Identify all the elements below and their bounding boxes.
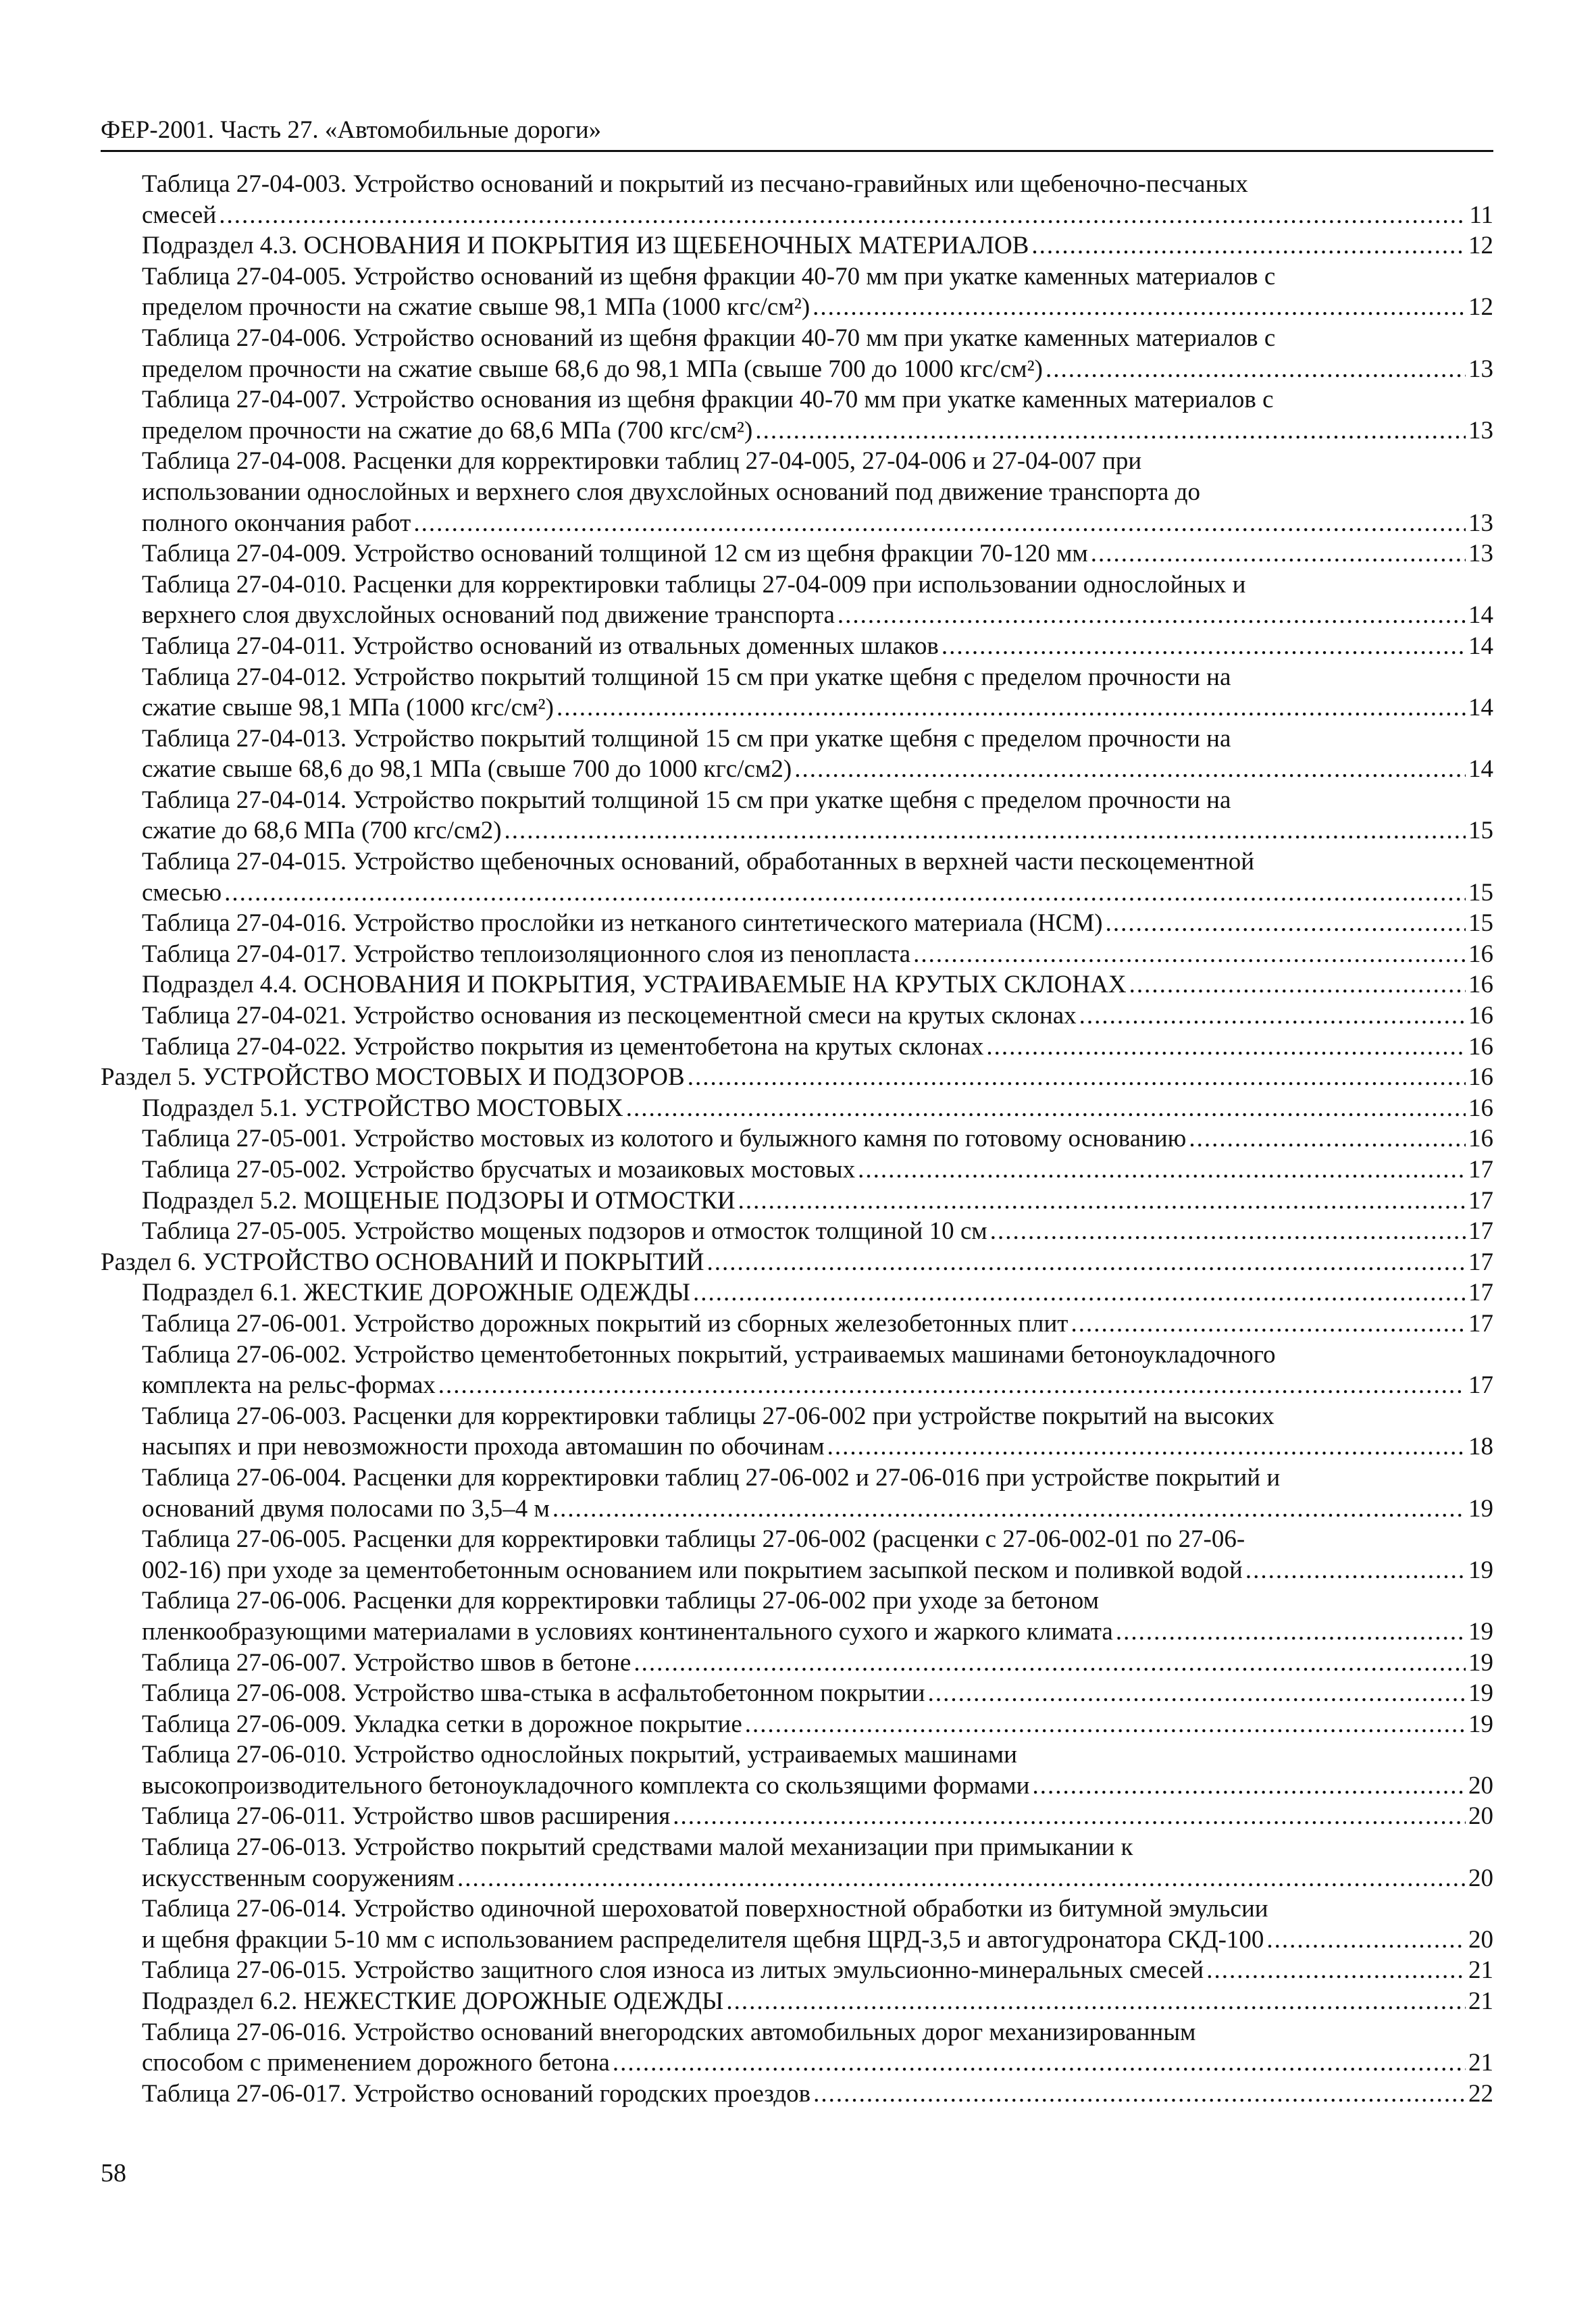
toc-entry-text-line: Таблица 27-04-005. Устройство оснований из щебня фракции 40-70 мм при укатке каменных материалов с bbox=[142, 262, 1276, 290]
toc-entry-text-line: Таблица 27-06-010. Устройство однослойных покрытий, устраиваемых машинами bbox=[142, 1741, 1017, 1769]
toc-entry-table[interactable] bbox=[101, 662, 1493, 723]
toc-page-number: 22 bbox=[1468, 2079, 1493, 2108]
dot-leader bbox=[1031, 230, 1466, 261]
dot-leader bbox=[1032, 1771, 1466, 1802]
toc-entry-text-line: Таблица 27-06-015. Устройство защитного слоя износа из литых эмульсионно-минеральных смесей bbox=[142, 1956, 1204, 1985]
toc-entry-text-line: Таблица 27-06-008. Устройство шва-стыка в асфальтобетонном покрытии bbox=[142, 1679, 925, 1708]
toc-entry-table[interactable] bbox=[101, 723, 1493, 785]
toc-entry-table[interactable] bbox=[101, 1401, 1493, 1463]
dot-leader bbox=[626, 1093, 1466, 1124]
toc-entry-text-line: и щебня фракции 5-10 мм с использованием распределителя щебня ЩРД-3,5 и автогудронатора СКД-100 bbox=[142, 1925, 1264, 1954]
toc-entry-text-line: смесей bbox=[142, 201, 217, 229]
toc-entry-text-line: Таблица 27-06-016. Устройство оснований внегородских автомобильных дорог механизированным bbox=[142, 2018, 1196, 2046]
toc-page-number: 17 bbox=[1468, 1156, 1493, 1184]
toc-page-number: 15 bbox=[1468, 909, 1493, 938]
toc-entry-table[interactable] bbox=[101, 538, 1493, 569]
toc-page-number: 21 bbox=[1468, 2049, 1493, 2077]
dot-leader bbox=[942, 631, 1466, 662]
dot-leader bbox=[813, 292, 1466, 323]
toc-entry-text-line: 002-16) при уходе за цементобетонным основанием или покрытием засыпкой песком и поливкой водой bbox=[142, 1556, 1243, 1584]
toc-entry-table[interactable] bbox=[101, 1955, 1493, 1986]
toc-entry-table[interactable] bbox=[101, 2079, 1493, 2110]
toc-entry-table[interactable] bbox=[101, 908, 1493, 939]
dot-leader bbox=[990, 1216, 1466, 1247]
toc-entry-text-line: Таблица 27-04-014. Устройство покрытий толщиной 15 см при укатке щебня с пределом прочности на bbox=[142, 786, 1231, 814]
toc-page-number: 16 bbox=[1468, 940, 1493, 968]
toc-entry-table[interactable] bbox=[101, 169, 1493, 230]
dot-leader bbox=[438, 1370, 1466, 1401]
toc-entry-text-line: Таблица 27-06-007. Устройство швов в бетоне bbox=[142, 1648, 632, 1677]
toc-entry-text-line: пленкообразующими материалами в условиях континентального сухого и жаркого климата bbox=[142, 1617, 1113, 1646]
toc-entry-table[interactable] bbox=[101, 939, 1493, 970]
toc-entry-text-line: верхнего слоя двухслойных оснований под движение транспорта bbox=[142, 601, 835, 630]
toc-entry-table[interactable] bbox=[101, 2017, 1493, 2079]
toc-entry-text-line: Таблица 27-05-002. Устройство брусчатых и мозаиковых мостовых bbox=[142, 1156, 856, 1184]
toc-entry-table[interactable] bbox=[101, 631, 1493, 662]
toc-entry-section[interactable] bbox=[101, 1062, 1493, 1093]
toc-page-number: 16 bbox=[1468, 1032, 1493, 1061]
toc-entry-text-line: Таблица 27-04-011. Устройство оснований из отвальных доменных шлаков bbox=[142, 632, 939, 660]
dot-leader bbox=[557, 692, 1466, 723]
toc-entry-table[interactable] bbox=[101, 1832, 1493, 1893]
running-header-title: ФЕР-2001. Часть 27. «Автомобильные дороги» bbox=[101, 116, 602, 144]
toc-page-number: 19 bbox=[1468, 1679, 1493, 1708]
toc-entry-subsection[interactable] bbox=[101, 230, 1493, 261]
toc-page-number: 13 bbox=[1468, 416, 1493, 444]
toc-entry-text-line: Таблица 27-04-010. Расценки для корректировки таблицы 27-04-009 при использовании однослойных и bbox=[142, 570, 1246, 599]
toc-page-number: 17 bbox=[1468, 1248, 1493, 1276]
toc-page-number: 13 bbox=[1468, 540, 1493, 568]
dot-leader bbox=[813, 2079, 1466, 2110]
toc-entry-text-line: полного окончания работ bbox=[142, 509, 411, 537]
dot-leader bbox=[1071, 1308, 1466, 1340]
toc-page-number: 16 bbox=[1468, 1063, 1493, 1092]
dot-leader bbox=[827, 1431, 1466, 1463]
toc-page-number: 20 bbox=[1468, 1802, 1493, 1831]
dot-leader bbox=[1245, 1555, 1466, 1586]
toc-entry-text-line: Подраздел 5.1. УСТРОЙСТВО МОСТОВЫХ bbox=[142, 1094, 623, 1122]
dot-leader bbox=[1206, 1955, 1466, 1986]
toc-entry-text-line: способом с применением дорожного бетона bbox=[142, 2049, 610, 2077]
toc-entry-text-line: Таблица 27-06-002. Устройство цементобетонных покрытий, устраиваемых машинами бетоноукладочного bbox=[142, 1340, 1276, 1369]
toc-page-number: 16 bbox=[1468, 1125, 1493, 1153]
toc-entry-text-line: Подраздел 6.2. НЕЖЕСТКИЕ ДОРОЖНЫЕ ОДЕЖДЫ bbox=[142, 1987, 724, 2016]
toc-entry-text-line: Таблица 27-06-003. Расценки для корректировки таблицы 27-06-002 при устройстве покрытий на высоких bbox=[142, 1402, 1275, 1430]
toc-entry-text-line: сжатие до 68,6 МПа (700 кгс/см2) bbox=[142, 817, 502, 845]
toc-entry-text-line: Таблица 27-06-013. Устройство покрытий средствами малой механизации при примыкании к bbox=[142, 1833, 1133, 1862]
toc-entry-subsection[interactable] bbox=[101, 1186, 1493, 1217]
dot-leader bbox=[738, 1186, 1466, 1217]
toc-entry-text-line: высокопроизводительного бетоноукладочного комплекта со скользящими формами bbox=[142, 1771, 1030, 1800]
toc-entry-text-line: Таблица 27-05-001. Устройство мостовых из колотого и булыжного камня по готовому основанию bbox=[142, 1125, 1187, 1153]
toc-entry-text-line: Раздел 5. УСТРОЙСТВО МОСТОВЫХ И ПОДЗОРОВ bbox=[101, 1063, 685, 1092]
toc-entry-table[interactable] bbox=[101, 1524, 1493, 1585]
toc-page-number: 16 bbox=[1468, 1094, 1493, 1122]
toc-page-number: 19 bbox=[1468, 1648, 1493, 1677]
toc-page-number: 17 bbox=[1468, 1371, 1493, 1400]
toc-entry-text-line: Подраздел 4.3. ОСНОВАНИЯ И ПОКРЫТИЯ ИЗ ЩЕБЕНОЧНЫХ МАТЕРИАЛОВ bbox=[142, 232, 1029, 260]
toc-entry-section[interactable] bbox=[101, 1247, 1493, 1278]
toc-entry-text-line: Таблица 27-04-013. Устройство покрытий толщиной 15 см при укатке щебня с пределом прочности на bbox=[142, 724, 1231, 753]
dot-leader bbox=[457, 1863, 1466, 1894]
dot-leader bbox=[858, 1154, 1466, 1186]
toc-page-number: 15 bbox=[1468, 878, 1493, 907]
toc-entry-text-line: Таблица 27-06-014. Устройство одиночной шероховатой поверхностной обработки из битумной эмульсии bbox=[142, 1895, 1268, 1923]
dot-leader bbox=[726, 1986, 1466, 2017]
dot-leader bbox=[413, 508, 1466, 539]
dot-leader bbox=[634, 1648, 1466, 1679]
dot-leader bbox=[1116, 1617, 1466, 1648]
toc-entry-table[interactable] bbox=[101, 1216, 1493, 1247]
toc-entry-table[interactable] bbox=[101, 1893, 1493, 1955]
toc-entry-subsection[interactable] bbox=[101, 1986, 1493, 2017]
dot-leader bbox=[755, 415, 1466, 447]
dot-leader bbox=[913, 939, 1466, 970]
dot-leader bbox=[613, 2048, 1466, 2079]
toc-entry-text-line: оснований двумя полосами по 3,5–4 м bbox=[142, 1494, 550, 1523]
toc-page-number: 17 bbox=[1468, 1279, 1493, 1307]
dot-leader bbox=[1129, 969, 1466, 1000]
toc-entry-text-line: сжатие свыше 98,1 МПа (1000 кгс/см²) bbox=[142, 694, 554, 722]
dot-leader bbox=[693, 1277, 1466, 1308]
toc-page-number: 19 bbox=[1468, 1494, 1493, 1523]
toc-page-number: 14 bbox=[1468, 694, 1493, 722]
toc-page-number: 19 bbox=[1468, 1710, 1493, 1738]
toc-page-number: 17 bbox=[1468, 1186, 1493, 1215]
toc-entry-table[interactable] bbox=[101, 1000, 1493, 1032]
toc-entry-text-line: Таблица 27-04-017. Устройство теплоизоляционного слоя из пенопласта bbox=[142, 940, 911, 968]
toc-entry-text-line: Таблица 27-04-009. Устройство оснований толщиной 12 см из щебня фракции 70-120 мм bbox=[142, 540, 1088, 568]
toc-page-number: 17 bbox=[1468, 1217, 1493, 1246]
toc-entry-subsection[interactable] bbox=[101, 1277, 1493, 1308]
toc-entry-table[interactable] bbox=[101, 1678, 1493, 1709]
toc-entry-text-line: сжатие свыше 68,6 до 98,1 МПа (свыше 700 до 1000 кгс/см2) bbox=[142, 755, 792, 784]
toc-page-number: 16 bbox=[1468, 1002, 1493, 1030]
toc-entry-text-line: пределом прочности на сжатие свыше 68,6 до 98,1 МПа (свыше 700 до 1000 кгс/см²) bbox=[142, 355, 1043, 383]
toc-entry-text-line: Таблица 27-06-011. Устройство швов расширения bbox=[142, 1802, 671, 1831]
dot-leader bbox=[1091, 538, 1466, 569]
toc-page-number: 12 bbox=[1468, 232, 1493, 260]
dot-leader bbox=[552, 1494, 1466, 1525]
toc-entry-text-line: Таблица 27-06-009. Укладка сетки в дорожное покрытие bbox=[142, 1710, 742, 1738]
toc-entry-table[interactable] bbox=[101, 1648, 1493, 1679]
toc-entry-table[interactable] bbox=[101, 1463, 1493, 1524]
toc-page-number: 20 bbox=[1468, 1925, 1493, 1954]
dot-leader bbox=[224, 878, 1466, 909]
toc-entry-text-line: пределом прочности на сжатие до 68,6 МПа (700 кгс/см²) bbox=[142, 416, 753, 444]
toc-page-number: 19 bbox=[1468, 1617, 1493, 1646]
toc-page-number: 14 bbox=[1468, 632, 1493, 660]
dot-leader bbox=[219, 200, 1466, 231]
toc-page-number: 20 bbox=[1468, 1771, 1493, 1800]
dot-leader bbox=[673, 1801, 1466, 1832]
toc-entry-table[interactable] bbox=[101, 1340, 1493, 1401]
toc-entry-text-line: насыпях и при невозможности прохода автомашин по обочинам bbox=[142, 1433, 825, 1461]
toc-page-number: 11 bbox=[1469, 201, 1493, 229]
toc-entry-table[interactable] bbox=[101, 1801, 1493, 1832]
toc-entry-table[interactable] bbox=[101, 1709, 1493, 1740]
toc-page-number: 14 bbox=[1468, 601, 1493, 630]
toc-page-number: 21 bbox=[1468, 1987, 1493, 2016]
dot-leader bbox=[688, 1062, 1466, 1093]
toc-entry-text-line: Таблица 27-06-017. Устройство оснований городских проездов bbox=[142, 2079, 811, 2108]
toc-entry-table[interactable] bbox=[101, 1739, 1493, 1801]
toc-entry-text-line: Таблица 27-04-008. Расценки для корректировки таблиц 27-04-005, 27-04-006 и 27-04-007 при bbox=[142, 447, 1142, 476]
toc-entry-text-line: искусственным сооружениям bbox=[142, 1864, 455, 1892]
toc-entry-text-line: Подраздел 6.1. ЖЕСТКИЕ ДОРОЖНЫЕ ОДЕЖДЫ bbox=[142, 1279, 690, 1307]
toc-page-number: 17 bbox=[1468, 1309, 1493, 1338]
toc-page-number: 18 bbox=[1468, 1433, 1493, 1461]
dot-leader bbox=[745, 1709, 1466, 1740]
toc-entry-text-line: Таблица 27-06-001. Устройство дорожных покрытий из сборных железобетонных плит bbox=[142, 1309, 1069, 1338]
toc-entry-table[interactable] bbox=[101, 1032, 1493, 1063]
toc-entry-text-line: Подраздел 5.2. МОЩЕНЫЕ ПОДЗОРЫ И ОТМОСТКИ bbox=[142, 1186, 736, 1215]
toc-page-number: 15 bbox=[1468, 817, 1493, 845]
toc-page-number: 13 bbox=[1468, 509, 1493, 537]
toc-entry-table[interactable] bbox=[101, 261, 1493, 323]
toc-entry-text-line: использовании однослойных и верхнего слоя двухслойных оснований под движение транспорта до bbox=[142, 478, 1200, 506]
toc-entry-text-line: Раздел 6. УСТРОЙСТВО ОСНОВАНИЙ И ПОКРЫТИЙ bbox=[101, 1248, 704, 1276]
dot-leader bbox=[838, 600, 1466, 631]
toc-entry-table[interactable] bbox=[101, 446, 1493, 538]
toc-entry-text-line: Таблица 27-04-006. Устройство оснований из щебня фракции 40-70 мм при укатке каменных материалов с bbox=[142, 324, 1276, 352]
toc-entry-table[interactable] bbox=[101, 323, 1493, 384]
toc-entry-text-line: смесью bbox=[142, 878, 222, 907]
dot-leader bbox=[707, 1247, 1466, 1278]
toc-entry-text-line: комплекта на рельс-формах bbox=[142, 1371, 436, 1400]
page-number: 58 bbox=[101, 2159, 126, 2187]
toc-entry-table[interactable] bbox=[101, 384, 1493, 446]
dot-leader bbox=[505, 815, 1466, 846]
dot-leader bbox=[794, 754, 1466, 785]
dot-leader bbox=[1189, 1123, 1466, 1154]
toc-entry-text-line: Таблица 27-06-005. Расценки для корректировки таблицы 27-06-002 (расценки с 27-06-002-01 по 27-06- bbox=[142, 1525, 1245, 1554]
toc-entry-text-line: Таблица 27-04-007. Устройство основания из щебня фракции 40-70 мм при укатке каменных материалов с bbox=[142, 386, 1274, 414]
toc-entry-text-line: Таблица 27-04-015. Устройство щебеночных оснований, обработанных в верхней части пескоцементной bbox=[142, 848, 1255, 876]
toc-entry-table[interactable] bbox=[101, 1154, 1493, 1186]
dot-leader bbox=[986, 1032, 1466, 1063]
toc-page-number: 16 bbox=[1468, 971, 1493, 999]
toc-entry-text-line: Таблица 27-04-021. Устройство основания из пескоцементной смеси на крутых склонах bbox=[142, 1002, 1077, 1030]
table-of-contents bbox=[101, 169, 1493, 2109]
toc-entry-text-line: Таблица 27-04-022. Устройство покрытия из цементобетона на крутых склонах bbox=[142, 1032, 984, 1061]
toc-entry-table[interactable] bbox=[101, 1585, 1493, 1647]
dot-leader bbox=[1266, 1925, 1466, 1956]
toc-page-number: 21 bbox=[1468, 1956, 1493, 1985]
toc-page-number: 13 bbox=[1468, 355, 1493, 383]
toc-entry-table[interactable] bbox=[101, 1123, 1493, 1154]
dot-leader bbox=[928, 1678, 1466, 1709]
toc-entry-text-line: Подраздел 4.4. ОСНОВАНИЯ И ПОКРЫТИЯ, УСТРАИВАЕМЫЕ НА КРУТЫХ СКЛОНАХ bbox=[142, 971, 1127, 999]
toc-entry-text-line: пределом прочности на сжатие свыше 98,1 МПа (1000 кгс/см²) bbox=[142, 293, 810, 322]
dot-leader bbox=[1046, 354, 1466, 385]
dot-leader bbox=[1079, 1000, 1466, 1032]
toc-entry-table[interactable] bbox=[101, 846, 1493, 908]
running-header bbox=[101, 115, 1493, 152]
toc-entry-text-line: Таблица 27-04-003. Устройство оснований и покрытий из песчано-гравийных или щебеночно-песчаных bbox=[142, 170, 1248, 198]
toc-entry-text-line: Таблица 27-04-016. Устройство прослойки из нетканого синтетического материала (НСМ) bbox=[142, 909, 1103, 938]
toc-entry-text-line: Таблица 27-06-004. Расценки для корректировки таблиц 27-06-002 и 27-06-016 при устройстве покрытий и bbox=[142, 1463, 1281, 1492]
toc-entry-subsection[interactable] bbox=[101, 1093, 1493, 1124]
toc-entry-text-line: Таблица 27-05-005. Устройство мощеных подзоров и отмосток толщиной 10 см bbox=[142, 1217, 987, 1246]
toc-page-number: 19 bbox=[1468, 1556, 1493, 1584]
toc-entry-table[interactable] bbox=[101, 785, 1493, 846]
toc-page-number: 12 bbox=[1468, 293, 1493, 322]
toc-entry-text-line: Таблица 27-06-006. Расценки для корректировки таблицы 27-06-002 при уходе за бетоном bbox=[142, 1587, 1100, 1615]
toc-entry-table[interactable] bbox=[101, 1308, 1493, 1340]
toc-entry-text-line: Таблица 27-04-012. Устройство покрытий толщиной 15 см при укатке щебня с пределом прочности на bbox=[142, 663, 1231, 691]
toc-page-number: 14 bbox=[1468, 755, 1493, 784]
toc-page-number: 20 bbox=[1468, 1864, 1493, 1892]
toc-entry-table[interactable] bbox=[101, 569, 1493, 631]
dot-leader bbox=[1106, 908, 1466, 939]
toc-entry-subsection[interactable] bbox=[101, 969, 1493, 1000]
